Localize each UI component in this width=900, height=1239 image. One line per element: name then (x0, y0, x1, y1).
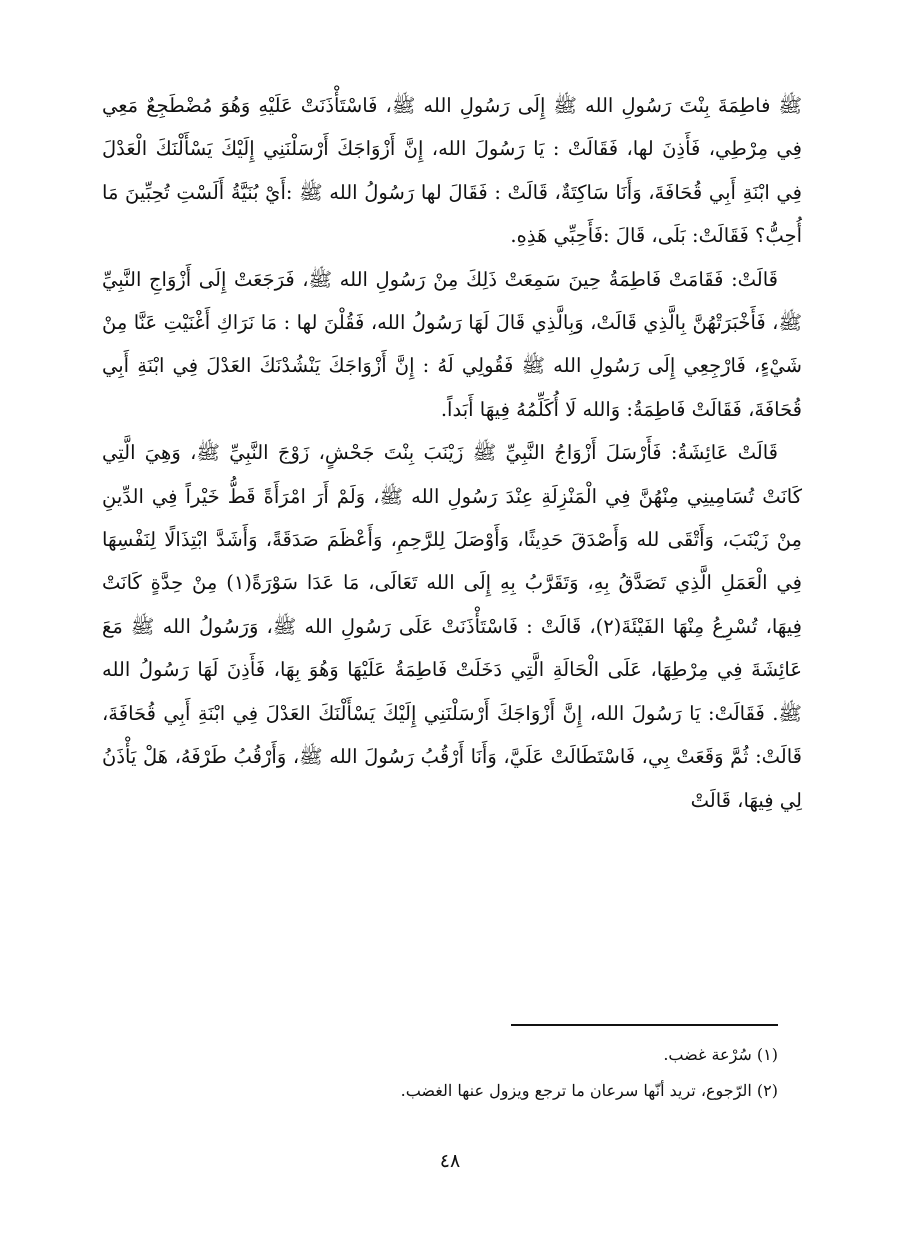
page-number: ٤٨ (439, 1150, 461, 1172)
footnote-2: (٢) الرّجوع، تريد أنّها سرعان ما ترجع ويزول عنها الغضب. (400, 1081, 778, 1100)
paragraph-3: قَالَتْ عَائِشَةُ: فَأَرْسَلَ أَزْوَاجُ النَّبِيِّ ﷺ زَيْنَبَ بِنْتَ جَحْشٍ، زَوْجَ النَّبِيِّ ﷺ، وَهِيَ الَّتِي كَانَتْ تُسَامِينِي مِنْهُنَّ فِي الْمَنْزِلَةِ عِنْدَ رَسُولِ الله ﷺ، وَلَمْ أَرَ امْرَأَةً قَطُّ خَيْراً فِي الدِّينِ مِنْ زَيْنَبَ، وَأَتْقَى لله وَأَصْدَقَ حَدِيثًا، وَأَوْصَلَ لِلرَّحِمِ، وَأَعْظَمَ صَدَقَةً، وَأَشَدَّ ابْتِذَالًا لِنَفْسِهَا فِي الْعَمَلِ الَّذِي تَصَدَّقُ بِهِ، وَتَقَرَّبُ بِهِ إِلَى الله تَعَالَى، مَا عَدَا سَوْرَةً(١) مِنْ حِدَّةٍ كَانَتْ فِيهَا، تُسْرِعُ مِنْهَا الفَيْئَةَ(٢)، قَالَتْ : فَاسْتَأْذَنَتْ عَلَى رَسُولِ الله ﷺ، وَرَسُولُ الله ﷺ مَعَ عَائِشَةَ فِي مِرْطِهَا، عَلَى الْحَالَةِ الَّتِي دَخَلَتْ فَاطِمَةُ عَلَيْهَا وَهُوَ بِهَا، فَأَذِنَ لَهَا رَسُولُ الله ﷺ. فَقَالَتْ: يَا رَسُولَ الله، إِنَّ أَزْوَاجَكَ أَرْسَلْنَنِي إِلَيْكَ يَسْأَلْنَكَ العَدْلَ فِي ابْنَةِ أَبِي قُحَافَةَ، قَالَتْ: ثُمَّ وَقَعَتْ بِي، فَاسْتَطَالَتْ عَلَيَّ، وَأَنَا أَرْقُبُ رَسُولَ الله ﷺ، وَأَرْقُبُ طَرْفَهُ، هَلْ يَأْذَنُ لِي فِيهَا، قَالَتْ (102, 441, 803, 812)
footnote-1: (١) سُرْعة غضب. (663, 1045, 778, 1064)
paragraph-1: ﷺ فاطِمَةَ بِنْتَ رَسُولِ الله ﷺ إِلَى رَسُولِ الله ﷺ، فَاسْتَأْذَنَتْ عَلَيْهِ وَهُوَ مُضْطَجِعٌ مَعِي فِي مِرْطِي، فَأَذِنَ لها، فَقَالَتْ : يَا رَسُولَ الله، إِنَّ أَزْوَاجَكَ أَرْسَلْنَنِي إِلَيْكَ يَسْأَلْنَكَ الْعَدْلَ فِي ابْنَةِ أَبِي قُحَافَةَ، وَأَنَا سَاكِتَةٌ، قَالَتْ : فَقَالَ لها رَسُولُ الله ﷺ :أَيْ بُنَيَّةُ أَلَسْتِ تُحِبِّينَ مَا أُحِبُّ؟ فَقَالَتْ: بَلَى، قَالَ :فَأَحِبِّي هَذِهِ. (102, 94, 802, 248)
footnote-separator (511, 1024, 778, 1026)
main-text-block (102, 84, 802, 822)
paragraph-2: قَالَتْ: فَقَامَتْ فَاطِمَةُ حِينَ سَمِعَتْ ذَلِكَ مِنْ رَسُولِ الله ﷺ، فَرَجَعَتْ إِلَى أَزْوَاجِ النَّبِيِّ ﷺ، فَأَخْبَرَتْهُنَّ بِالَّذِي قَالَتْ، وَبِالَّذِي قَالَ لَهَا رَسُولُ الله، فَقُلْنَ لها : مَا نَرَاكِ أَغْنَيْتِ عَنَّا مِنْ شَيْءٍ، فَارْجِعِي إِلَى رَسُولِ الله ﷺ فَقُولِي لَهُ : إِنَّ أَزْوَاجَكَ يَنْشُدْنَكَ العَدْلَ فِي ابْنَةِ أَبِي قُحَافَةَ، فَقَالَتْ فَاطِمَةُ: وَالله لَا أُكَلِّمُهُ فِيهَا أَبَداً. (102, 267, 802, 421)
footnotes (102, 1040, 778, 1112)
